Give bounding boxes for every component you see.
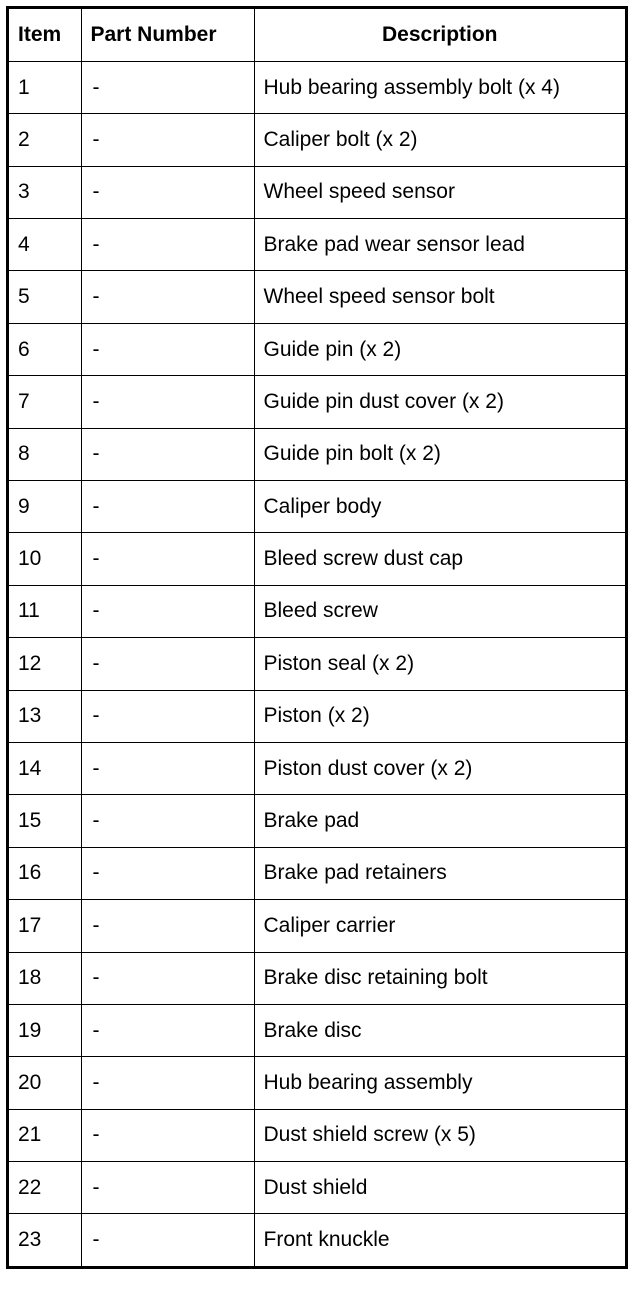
table-row xyxy=(9,1004,625,1056)
cell-part-number: - xyxy=(81,742,254,794)
cell-description: Piston seal (x 2) xyxy=(254,638,625,690)
cell-description: Dust shield xyxy=(254,1162,625,1214)
cell-item: 17 xyxy=(9,900,81,952)
cell-description: Piston (x 2) xyxy=(254,690,625,742)
table-row xyxy=(9,481,625,533)
cell-description: Caliper bolt (x 2) xyxy=(254,114,625,166)
cell-item: 23 xyxy=(9,1214,81,1266)
cell-description: Piston dust cover (x 2) xyxy=(254,742,625,794)
cell-description: Guide pin bolt (x 2) xyxy=(254,428,625,480)
cell-item: 1 xyxy=(9,61,81,113)
cell-item: 5 xyxy=(9,271,81,323)
cell-part-number: - xyxy=(81,61,254,113)
parts-table-container xyxy=(6,6,628,1269)
cell-item: 9 xyxy=(9,481,81,533)
cell-description: Bleed screw dust cap xyxy=(254,533,625,585)
table-row xyxy=(9,271,625,323)
cell-part-number: - xyxy=(81,952,254,1004)
cell-part-number: - xyxy=(81,638,254,690)
table-row xyxy=(9,1214,625,1266)
cell-item: 7 xyxy=(9,376,81,428)
table-row xyxy=(9,114,625,166)
table-row xyxy=(9,1109,625,1161)
cell-description: Wheel speed sensor xyxy=(254,166,625,218)
table-row xyxy=(9,900,625,952)
cell-description: Dust shield screw (x 5) xyxy=(254,1109,625,1161)
table-row xyxy=(9,690,625,742)
cell-item: 11 xyxy=(9,585,81,637)
table-row xyxy=(9,376,625,428)
cell-item: 13 xyxy=(9,690,81,742)
table-row xyxy=(9,638,625,690)
cell-description: Caliper body xyxy=(254,481,625,533)
cell-description: Wheel speed sensor bolt xyxy=(254,271,625,323)
cell-description: Hub bearing assembly bolt (x 4) xyxy=(254,61,625,113)
cell-description: Guide pin (x 2) xyxy=(254,323,625,375)
cell-part-number: - xyxy=(81,1057,254,1109)
table-row xyxy=(9,1162,625,1214)
cell-description: Brake disc xyxy=(254,1004,625,1056)
cell-item: 2 xyxy=(9,114,81,166)
table-row xyxy=(9,428,625,480)
cell-description: Front knuckle xyxy=(254,1214,625,1266)
cell-item: 8 xyxy=(9,428,81,480)
cell-part-number: - xyxy=(81,166,254,218)
cell-description: Guide pin dust cover (x 2) xyxy=(254,376,625,428)
cell-part-number: - xyxy=(81,585,254,637)
cell-part-number: - xyxy=(81,1109,254,1161)
cell-part-number: - xyxy=(81,114,254,166)
cell-part-number: - xyxy=(81,900,254,952)
cell-part-number: - xyxy=(81,323,254,375)
header-part-number: Part Number xyxy=(81,9,254,61)
cell-item: 6 xyxy=(9,323,81,375)
cell-part-number: - xyxy=(81,219,254,271)
table-row xyxy=(9,795,625,847)
cell-item: 22 xyxy=(9,1162,81,1214)
cell-part-number: - xyxy=(81,1162,254,1214)
table-row xyxy=(9,585,625,637)
table-row xyxy=(9,323,625,375)
cell-part-number: - xyxy=(81,533,254,585)
table-row xyxy=(9,166,625,218)
cell-item: 19 xyxy=(9,1004,81,1056)
cell-part-number: - xyxy=(81,847,254,899)
cell-description: Brake pad xyxy=(254,795,625,847)
cell-part-number: - xyxy=(81,428,254,480)
table-row xyxy=(9,533,625,585)
parts-table xyxy=(9,9,625,1266)
cell-part-number: - xyxy=(81,481,254,533)
cell-description: Hub bearing assembly xyxy=(254,1057,625,1109)
cell-item: 12 xyxy=(9,638,81,690)
cell-part-number: - xyxy=(81,1214,254,1266)
cell-part-number: - xyxy=(81,271,254,323)
cell-item: 3 xyxy=(9,166,81,218)
table-header-row xyxy=(9,9,625,61)
table-row xyxy=(9,742,625,794)
table-row xyxy=(9,1057,625,1109)
cell-description: Brake pad wear sensor lead xyxy=(254,219,625,271)
cell-part-number: - xyxy=(81,376,254,428)
header-description: Description xyxy=(254,9,625,61)
cell-part-number: - xyxy=(81,1004,254,1056)
header-item: Item xyxy=(9,9,81,61)
cell-description: Caliper carrier xyxy=(254,900,625,952)
cell-description: Brake disc retaining bolt xyxy=(254,952,625,1004)
cell-item: 14 xyxy=(9,742,81,794)
cell-item: 21 xyxy=(9,1109,81,1161)
cell-part-number: - xyxy=(81,795,254,847)
table-row xyxy=(9,952,625,1004)
cell-description: Bleed screw xyxy=(254,585,625,637)
cell-item: 18 xyxy=(9,952,81,1004)
cell-item: 10 xyxy=(9,533,81,585)
cell-part-number: - xyxy=(81,690,254,742)
cell-description: Brake pad retainers xyxy=(254,847,625,899)
cell-item: 15 xyxy=(9,795,81,847)
table-row xyxy=(9,219,625,271)
cell-item: 16 xyxy=(9,847,81,899)
cell-item: 4 xyxy=(9,219,81,271)
table-row xyxy=(9,847,625,899)
cell-item: 20 xyxy=(9,1057,81,1109)
table-row xyxy=(9,61,625,113)
